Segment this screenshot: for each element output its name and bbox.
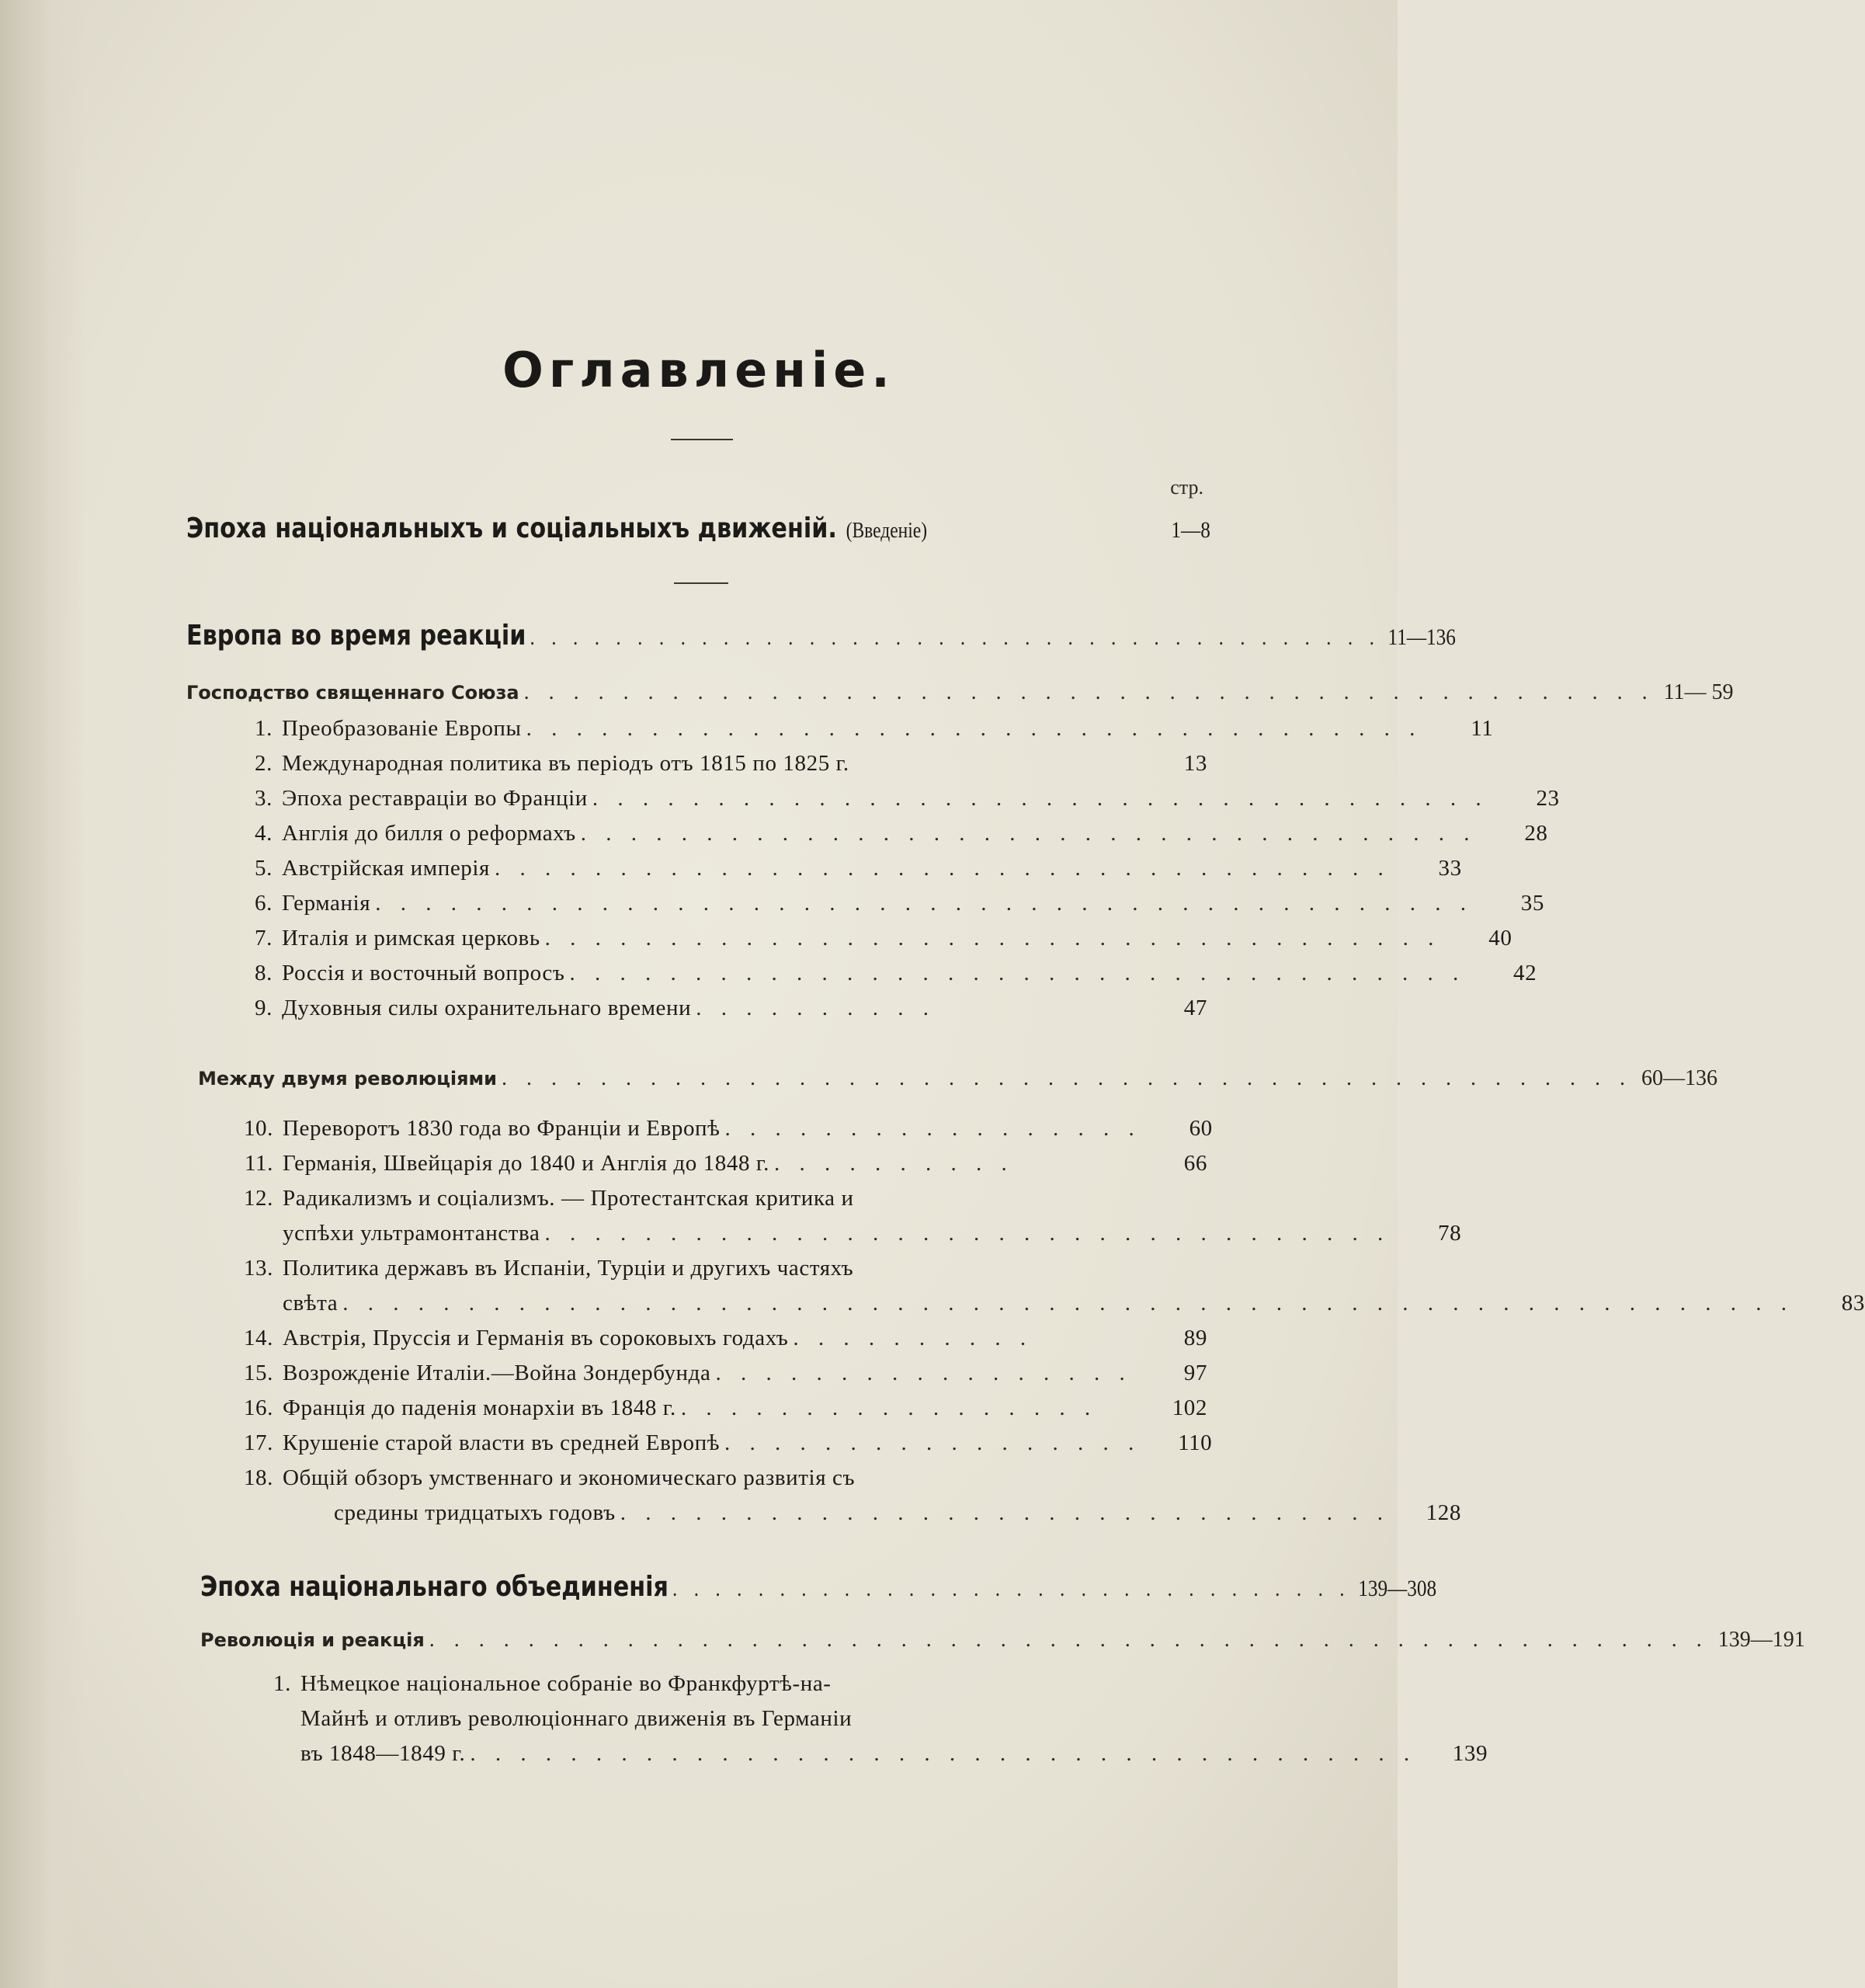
item-page: 97 — [1183, 1361, 1207, 1385]
item-page: 139 — [1452, 1741, 1488, 1766]
item-page: 83 — [1841, 1291, 1865, 1315]
toc-item[interactable]: 2. Международная политика въ періодъ отъ 1815 по 1825 г. 13 — [255, 751, 1207, 776]
intro-label: Эпоха національныхъ и соціальныхъ движеній. — [186, 513, 837, 544]
item-label-line1: 12. Радикализмъ и соціализмъ. — Протестантская критика и — [243, 1186, 854, 1211]
toc-item[interactable]: свѣта . . . . . . . . . . . . . . . . . . . . . . . . . . . . . . . . . . . . . . . . . . . . . . . . . . . . . . . . . . 83 — [283, 1291, 1865, 1315]
section-label: Господство священнаго Союза — [186, 682, 519, 704]
item-page: 110 — [1178, 1430, 1213, 1455]
item-page: 60 — [1189, 1116, 1213, 1141]
toc-item[interactable]: 3. Эпоха реставраціи во Франціи . . . . . . . . . . . . . . . . . . . . . . . . . . . . . . . . . . . . 23 — [255, 786, 1560, 811]
item-label-line2: Майнѣ и отливъ революціоннаго движенія въ Германіи — [300, 1706, 853, 1731]
toc-item[interactable]: 6. Германія . . . . . . . . . . . . . . . . . . . . . . . . . . . . . . . . . . . . . . . . . . . . 35 — [255, 891, 1544, 916]
part2-pages: 139—308 — [1358, 1576, 1437, 1601]
item-page: 23 — [1536, 786, 1560, 811]
toc-entry-intro[interactable] — [186, 513, 1210, 544]
toc-section-1-2[interactable]: Между двумя революціями . . . . . . . . . . . . . . . . . . . . . . . . . . . . . . . . . . . . . . . . . . . . . . 60—136 — [198, 1066, 1717, 1090]
item-label: Духовныя силы охранительнаго времени — [282, 996, 692, 1020]
item-page: 35 — [1520, 891, 1544, 916]
item-page: 42 — [1513, 961, 1537, 985]
toc-item[interactable]: 14. Австрія, Пруссія и Германія въ сороковыхъ годахъ . . . . . . . . . . 89 — [243, 1326, 1207, 1350]
item-label: Россія и восточный вопросъ — [282, 961, 565, 985]
item-label: Германія — [282, 891, 371, 916]
toc-part-2[interactable]: Эпоха національнаго объединенія . . . . . . . . . . . . . . . . . . . . . . . . . . . . . . . . 139—308 — [200, 1571, 1437, 1603]
toc-section-2-1[interactable]: Революція и реакція . . . . . . . . . . . . . . . . . . . . . . . . . . . . . . . . . . . . . . . . . . . . . . . . . . . . 139—191 — [200, 1628, 1805, 1652]
item-label: Преобразованіе Европы — [282, 716, 522, 741]
toc-item[interactable]: успѣхи ультрамонтанства . . . . . . . . . . . . . . . . . . . . . . . . . . . . . . . . . . 78 — [283, 1221, 1462, 1246]
page-gutter-shadow — [0, 0, 85, 1988]
item-label: Крушеніе старой власти въ средней Европѣ — [283, 1430, 721, 1455]
toc-item[interactable]: 11. Германія, Швейцарія до 1840 и Англія до 1848 г. . . . . . . . . . . 66 — [245, 1151, 1207, 1176]
toc-item[interactable]: 4. Англія до билля о реформахъ . . . . . . . . . . . . . . . . . . . . . . . . . . . . . . . . . . . . 28 — [255, 821, 1548, 846]
item-label: Возрожденіе Италіи.—Война Зондербунда — [283, 1361, 711, 1385]
item-page: 128 — [1426, 1500, 1461, 1525]
toc-item[interactable]: 9. Духовныя силы охранительнаго времени . . . . . . . . . . 47 — [255, 996, 1207, 1020]
part2-label: Эпоха національнаго объединенія — [200, 1571, 669, 1603]
item-label-line1: 1. Нѣмецкое національное собраніе во Франкфуртѣ-на- — [273, 1671, 832, 1696]
item-label: Эпоха реставраціи во Франціи — [282, 786, 588, 811]
item-page: 28 — [1524, 821, 1548, 846]
section-label: Между двумя революціями — [198, 1068, 497, 1090]
page-column-label: стр. — [1170, 476, 1203, 499]
item-label: свѣта — [283, 1291, 339, 1315]
toc-item[interactable]: въ 1848—1849 г. . . . . . . . . . . . . . . . . . . . . . . . . . . . . . . . . . . . . . . 139 — [300, 1741, 1488, 1766]
toc-item[interactable]: средины тридцатыхъ годовъ . . . . . . . . . . . . . . . . . . . . . . . . . . . . . . . 128 — [334, 1500, 1461, 1525]
part1-pages: 11—136 — [1387, 624, 1456, 650]
item-page: 11 — [1471, 716, 1494, 741]
toc-part-1[interactable]: Европа во время реакціи . . . . . . . . . . . . . . . . . . . . . . . . . . . . . . . . . . . . . . . . 11—136 — [186, 620, 1456, 652]
toc-item[interactable]: 15. Возрожденіе Италіи.—Война Зондербунда . . . . . . . . . . . . . . . . . 97 — [243, 1361, 1207, 1385]
toc-item[interactable]: 16. Франція до паденія монархіи въ 1848 г. . . . . . . . . . . . . . . . . . 102 — [243, 1395, 1207, 1420]
title-rule — [671, 439, 733, 440]
item-page: 66 — [1183, 1151, 1207, 1176]
intro-rule — [674, 582, 728, 584]
item-page: 13 — [1183, 751, 1207, 776]
item-label: Англія до билля о реформахъ — [282, 821, 576, 846]
toc-section-1-1[interactable]: Господство священнаго Союза . . . . . . . . . . . . . . . . . . . . . . . . . . . . . . . . . . . . . . . . . . . . . . 11— 59 — [186, 680, 1734, 704]
section-pages: 60—136 — [1641, 1066, 1717, 1090]
toc-item[interactable]: 5. Австрійская имперія . . . . . . . . . . . . . . . . . . . . . . . . . . . . . . . . . . . . 33 — [255, 856, 1462, 881]
item-label: средины тридцатыхъ годовъ — [334, 1500, 616, 1525]
item-page: 33 — [1438, 856, 1462, 881]
intro-pages: 1—8 — [1171, 517, 1210, 543]
page-title: Оглавленіе. — [502, 342, 895, 398]
item-label: Италія и римская церковь — [282, 926, 540, 951]
item-label: Переворотъ 1830 года во Франціи и Европѣ — [283, 1116, 721, 1141]
toc-item[interactable]: 1. Преобразованіе Европы . . . . . . . . . . . . . . . . . . . . . . . . . . . . . . . . . . . . 11 — [255, 716, 1494, 741]
toc-item[interactable]: 10. Переворотъ 1830 года во Франціи и Европѣ . . . . . . . . . . . . . . . . . 60 — [243, 1116, 1213, 1141]
section-pages: 139—191 — [1717, 1628, 1805, 1652]
item-page: 78 — [1438, 1221, 1462, 1246]
section-pages: 11— 59 — [1663, 680, 1734, 704]
section-label: Революція и реакція — [200, 1629, 425, 1651]
item-label: Франція до паденія монархіи въ 1848 г. — [283, 1395, 676, 1420]
item-label: Германія, Швейцарія до 1840 и Англія до 1848 г. — [283, 1151, 769, 1176]
item-label-line1: 13. Политика державъ въ Испаніи, Турціи и другихъ частяхъ — [243, 1256, 854, 1281]
item-label: Австрійская имперія — [282, 856, 490, 881]
item-page: 40 — [1488, 926, 1512, 951]
item-label: въ 1848—1849 г. — [300, 1741, 466, 1766]
toc-item[interactable]: 8. Россія и восточный вопросъ . . . . . . . . . . . . . . . . . . . . . . . . . . . . . . . . . . . . 42 — [255, 961, 1537, 985]
intro-note: (Введеніе) — [846, 519, 928, 543]
item-label: Международная политика въ періодъ отъ 1815 по 1825 г. — [282, 751, 849, 776]
item-label: Австрія, Пруссія и Германія въ сороковыхъ годахъ — [283, 1326, 789, 1350]
toc-item[interactable]: 17. Крушеніе старой власти въ средней Европѣ . . . . . . . . . . . . . . . . . 110 — [243, 1430, 1213, 1455]
part1-label: Европа во время реакціи — [186, 620, 526, 652]
item-page: 47 — [1183, 996, 1207, 1020]
item-page: 102 — [1172, 1395, 1207, 1420]
item-label: успѣхи ультрамонтанства — [283, 1221, 540, 1246]
toc-item[interactable]: 7. Италія и римская церковь . . . . . . . . . . . . . . . . . . . . . . . . . . . . . . . . . . . . 40 — [255, 926, 1512, 951]
item-page: 89 — [1183, 1326, 1207, 1350]
item-label-line1: 18. Общій обзоръ умственнаго и экономическаго развитія съ — [243, 1465, 856, 1490]
